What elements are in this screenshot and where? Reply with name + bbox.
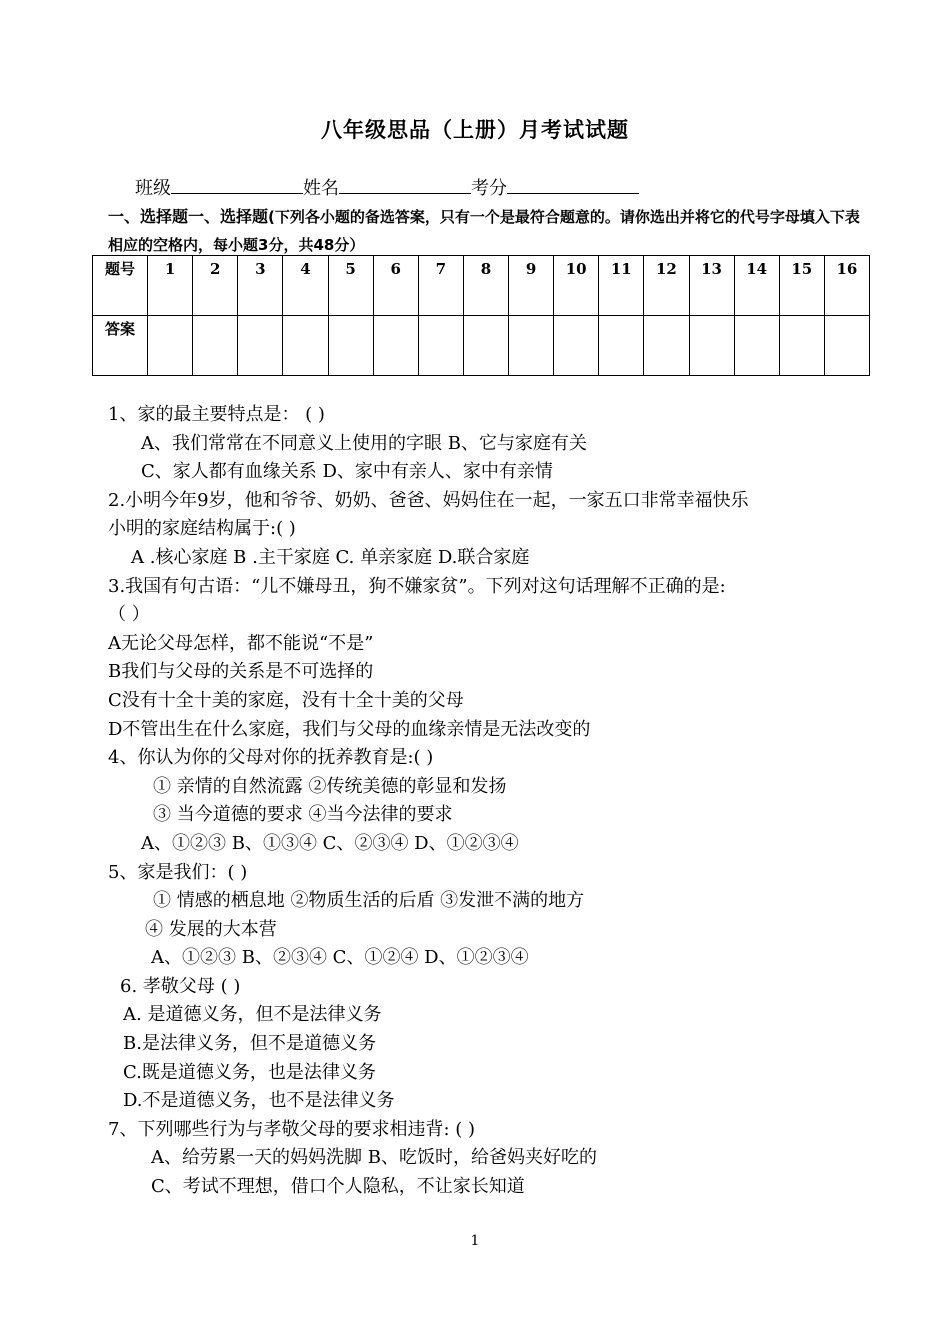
question-line: 小明的家庭结构属于:( ) <box>108 518 296 540</box>
student-info-line <box>135 174 639 200</box>
question-number-cell: 3 <box>238 256 283 316</box>
answer-cell[interactable] <box>373 316 418 376</box>
question-line: 5、家是我们：( ) <box>108 861 248 883</box>
question-number-cell: 5 <box>328 256 373 316</box>
question-line: ④ 发展的大本营 <box>145 918 277 940</box>
question-line: B我们与父母的关系是不可选择的 <box>108 661 374 683</box>
answer-cell[interactable] <box>644 316 689 376</box>
answer-cell[interactable] <box>328 316 373 376</box>
answer-cell[interactable] <box>463 316 508 376</box>
answer-cell[interactable] <box>193 316 238 376</box>
row-header-answer: 答案 <box>93 316 148 376</box>
answer-row <box>93 316 870 376</box>
question-line: 6. 孝敬父母 ( ) <box>120 975 241 997</box>
answer-cell[interactable] <box>283 316 328 376</box>
question-number-cell: 15 <box>779 256 824 316</box>
answer-cell[interactable] <box>779 316 824 376</box>
question-line: A、我们常常在不同意义上使用的字眼 B、它与家庭有关 <box>141 432 587 454</box>
question-line: ③ 当今道德的要求 ④当今法律的要求 <box>153 804 453 826</box>
answer-cell[interactable] <box>599 316 644 376</box>
question-number-cell: 14 <box>734 256 779 316</box>
score-blank[interactable] <box>507 175 639 194</box>
question-line: 7、下列哪些行为与孝敬父母的要求相违背: ( ) <box>108 1118 476 1140</box>
section-instructions <box>108 203 868 259</box>
answer-cell[interactable] <box>824 316 869 376</box>
question-number-cell: 4 <box>283 256 328 316</box>
question-number-cell: 10 <box>554 256 599 316</box>
question-line: D不管出生在什么家庭，我们与父母的血缘亲情是无法改变的 <box>108 718 591 740</box>
question-number-cell: 16 <box>824 256 869 316</box>
question-number-cell: 9 <box>509 256 554 316</box>
question-line: C没有十全十美的家庭，没有十全十美的父母 <box>108 689 464 711</box>
class-blank[interactable] <box>171 175 303 194</box>
questions-list <box>108 401 898 1202</box>
answer-cell[interactable] <box>509 316 554 376</box>
section-note: (下列各小题的备选答案，只有一个是最符合题意的。请你选出并将它的代号字母填入下表相应的空格内，每小题3分，共48分） <box>108 208 860 254</box>
question-number-cell: 8 <box>463 256 508 316</box>
question-line: ① 亲情的自然流露 ②传统美德的彰显和发扬 <box>153 775 507 797</box>
question-number-row <box>93 256 870 316</box>
question-line: A. 是道德义务，但不是法律义务 <box>123 1004 382 1026</box>
question-line: 1、家的最主要特点是： ( ) <box>108 404 325 425</box>
score-label: 考分 <box>471 178 507 199</box>
question-number-cell: 13 <box>689 256 734 316</box>
question-line: C、家人都有血缘关系 D、家中有亲人、家中有亲情 <box>141 461 553 483</box>
question-line: ① 情感的栖息地 ②物质生活的后盾 ③发泄不满的地方 <box>153 890 585 912</box>
answer-cell[interactable] <box>148 316 193 376</box>
question-number-cell: 2 <box>193 256 238 316</box>
row-header-number: 题号 <box>93 256 148 316</box>
question-line: C、考试不理想，借口个人隐私，不让家长知道 <box>151 1176 525 1198</box>
answer-cell[interactable] <box>238 316 283 376</box>
name-label: 姓名 <box>303 178 339 199</box>
question-line: （ ） <box>108 604 150 626</box>
question-line: C.既是道德义务，也是法律义务 <box>123 1061 376 1083</box>
answer-table <box>92 255 870 376</box>
answer-cell[interactable] <box>418 316 463 376</box>
question-line: 4、你认为你的父母对你的抚养教育是:( ) <box>108 747 434 769</box>
page-number: 1 <box>470 1233 480 1249</box>
question-number-cell: 6 <box>373 256 418 316</box>
page-title: 八年级思品（上册）月考试试题 <box>321 118 629 142</box>
question-number-cell: 12 <box>644 256 689 316</box>
question-line: A、给劳累一天的妈妈洗脚 B、吃饭时，给爸妈夹好吃的 <box>151 1147 597 1169</box>
answer-cell[interactable] <box>554 316 599 376</box>
question-line: A无论父母怎样，都不能说“不是” <box>108 632 374 654</box>
section-heading: 一、选择题一、选择题 <box>108 207 269 226</box>
question-line: 2.小明今年9岁，他和爷爷、奶奶、爸爸、妈妈住在一起，一家五口非常幸福快乐 <box>108 489 749 511</box>
question-line: A、①②③ B、①③④ C、②③④ D、①②③④ <box>141 832 519 854</box>
class-label: 班级 <box>135 178 171 199</box>
answer-cell[interactable] <box>689 316 734 376</box>
question-line: A、①②③ B、②③④ C、①②④ D、①②③④ <box>151 947 529 969</box>
answer-cell[interactable] <box>734 316 779 376</box>
question-number-cell: 1 <box>148 256 193 316</box>
question-line: 3.我国有句古语：“儿不嫌母丑，狗不嫌家贫”。下列对这句话理解不正确的是: <box>108 575 726 597</box>
question-number-cell: 7 <box>418 256 463 316</box>
question-line: D.不是道德义务，也不是法律义务 <box>123 1090 395 1112</box>
question-number-cell: 11 <box>599 256 644 316</box>
question-line: A .核心家庭 B .主干家庭 C. 单亲家庭 D.联合家庭 <box>131 546 530 568</box>
name-blank[interactable] <box>339 175 471 194</box>
question-line: B.是法律义务，但不是道德义务 <box>123 1033 376 1055</box>
